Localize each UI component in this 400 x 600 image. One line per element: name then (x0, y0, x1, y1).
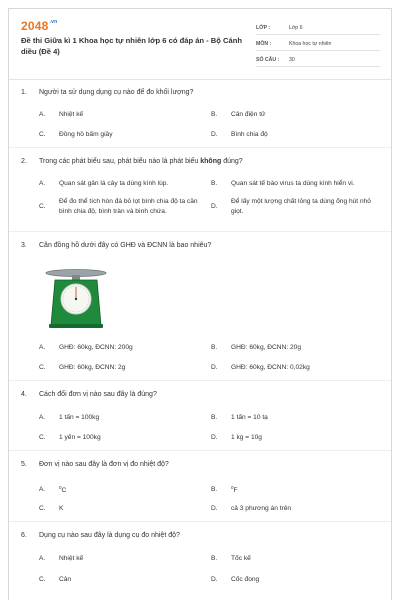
option-letter: A. (39, 555, 46, 563)
option-text: GHĐ: 60kg, ĐCNN: 2g (59, 364, 126, 371)
question-number: 6. (21, 532, 27, 539)
site-logo[interactable] (21, 19, 57, 33)
option-text: GHĐ: 60kg, ĐCNN: 20g (231, 344, 301, 351)
meta-label: LỚP : (256, 24, 271, 31)
meta-value: Lớp 6 (289, 24, 303, 31)
meta-row-subject (256, 37, 380, 51)
option-letter: B. (211, 180, 218, 188)
option-2a[interactable] (39, 179, 168, 189)
option-text: Bình chia độ (231, 131, 268, 138)
option-letter: B. (211, 414, 218, 422)
question-number: 4. (21, 391, 27, 398)
option-letter: C. (39, 505, 46, 513)
option-letter: B. (211, 111, 218, 119)
option-letter: A. (39, 111, 46, 119)
option-2b[interactable] (211, 179, 355, 189)
option-letter: C. (39, 434, 46, 442)
option-text: Để đo thể tích hòn đá bỏ lọt bình chia độ ta cần bình chia độ, bình tràn và bình chứa. (59, 198, 198, 215)
option-text: Nhiệt kế (59, 555, 84, 562)
option-3a[interactable] (39, 343, 133, 353)
option-letter: D. (211, 131, 218, 139)
option-letter: C. (39, 576, 46, 584)
option-letter: A. (39, 180, 46, 188)
question-text: Cách đổi đơn vị nào sau đây là đúng? (39, 391, 157, 398)
question-text-part: đúng? (221, 158, 243, 165)
option-letter: D. (211, 576, 218, 584)
exam-title: Đề thi Giữa kì 1 Khoa học tự nhiên lớp 6 có đáp án - Bộ Cánh diều (Đề 4) (21, 36, 243, 56)
option-1c[interactable] (39, 130, 113, 140)
question-separator (9, 147, 391, 148)
option-5b[interactable] (211, 483, 238, 496)
option-letter: C. (39, 203, 46, 210)
unit-text: C (61, 487, 67, 495)
question-number: 2. (21, 158, 27, 165)
option-5a[interactable] (39, 483, 66, 496)
option-6d[interactable] (211, 575, 259, 585)
degree-superscript: 0 (59, 485, 62, 490)
option-5c[interactable] (39, 504, 63, 514)
option-text: GHĐ: 60kg, ĐCNN: 200g (59, 344, 133, 351)
question-separator (9, 231, 391, 232)
option-2d[interactable] (211, 197, 376, 216)
option-text: 1 yến = 100kg (59, 434, 101, 441)
question-separator (9, 450, 391, 451)
option-1a[interactable] (39, 110, 83, 120)
option-letter: D. (211, 505, 218, 513)
meta-value: 30 (289, 56, 295, 63)
option-letter: D. (211, 434, 218, 442)
logo-suffix: .vn (49, 19, 58, 25)
exam-page (8, 8, 392, 600)
option-6b[interactable] (211, 554, 251, 564)
option-text: Quan sát tế bào virus ta dùng kính hiển vi. (231, 180, 355, 187)
header-divider (9, 79, 391, 80)
kitchen-scale-image (41, 267, 111, 329)
question-text: Cân đồng hồ dưới đây có GHĐ và ĐCNN là bao nhiêu? (39, 242, 212, 249)
option-6c[interactable] (39, 575, 71, 585)
option-3c[interactable] (39, 363, 125, 373)
option-text: GHĐ: 60kg, ĐCNN: 0,02kg (231, 364, 310, 371)
option-text: 1 tấn = 10 tạ (231, 414, 268, 421)
option-text: Cân điện tử (231, 111, 266, 118)
meta-label: MÔN : (256, 40, 272, 47)
meta-row-count (256, 53, 380, 67)
option-text: K (59, 505, 64, 512)
option-4c[interactable] (39, 433, 101, 443)
option-letter: C. (39, 131, 46, 139)
option-text: 1 tấn = 100kg (59, 414, 100, 421)
option-text: Quan sát gân lá cây ta dùng kính lúp. (59, 180, 169, 187)
option-letter: C. (39, 364, 46, 372)
logo-main: 2048 (21, 19, 49, 33)
option-3b[interactable] (211, 343, 301, 353)
option-letter: B. (211, 485, 218, 493)
option-letter: D. (211, 203, 218, 210)
option-text: Tốc kế (231, 555, 251, 562)
question-text (39, 158, 243, 165)
option-text: Đồng hồ bấm giây (59, 131, 113, 138)
degree-superscript: 0 (231, 485, 234, 490)
question-text-part: Trong các phát biểu sau, phát biểu nào là phát biểu (39, 158, 201, 165)
exam-meta (256, 21, 380, 69)
option-letter: A. (39, 414, 46, 422)
option-letter: A. (39, 485, 46, 493)
question-separator (9, 380, 391, 381)
question-text: Dụng cụ nào sau đây là dụng cụ đo nhiệt độ? (39, 532, 180, 539)
option-text (231, 483, 238, 496)
option-text: Cân (59, 576, 72, 583)
option-2c[interactable] (39, 197, 209, 216)
question-separator (9, 521, 391, 522)
question-text: Người ta sử dụng dụng cụ nào để đo khối lượng? (39, 89, 194, 96)
option-text: cả 3 phương án trên (231, 505, 292, 512)
option-letter: A. (39, 344, 46, 352)
option-4d[interactable] (211, 433, 262, 443)
question-number: 1. (21, 89, 27, 96)
option-3d[interactable] (211, 363, 310, 373)
option-1d[interactable] (211, 130, 268, 140)
option-letter: B. (211, 344, 218, 352)
option-text: Nhiệt kế (59, 111, 84, 118)
option-text: Cốc đong (231, 576, 260, 583)
option-1b[interactable] (211, 110, 265, 120)
option-text: Để lấy một lượng chất lỏng ta dùng ống hút nhỏ giọt. (231, 198, 371, 215)
option-letter: B. (211, 555, 218, 563)
option-text: 1 kg = 10g (231, 434, 262, 441)
meta-label: SỐ CÂU : (256, 56, 280, 63)
question-text-emphasis: không (200, 158, 222, 165)
unit-text: F (233, 487, 238, 495)
option-letter: D. (211, 364, 218, 372)
question-number: 3. (21, 242, 27, 249)
meta-row-grade (256, 21, 380, 35)
meta-value: Khoa học tự nhiên (289, 40, 332, 47)
option-text (59, 483, 66, 496)
question-number: 5. (21, 461, 27, 468)
option-5d[interactable] (211, 504, 291, 514)
option-6a[interactable] (39, 554, 83, 564)
question-text: Đơn vị nào sau đây là đơn vị đo nhiệt độ? (39, 461, 169, 468)
option-4b[interactable] (211, 413, 268, 423)
option-4a[interactable] (39, 413, 99, 423)
